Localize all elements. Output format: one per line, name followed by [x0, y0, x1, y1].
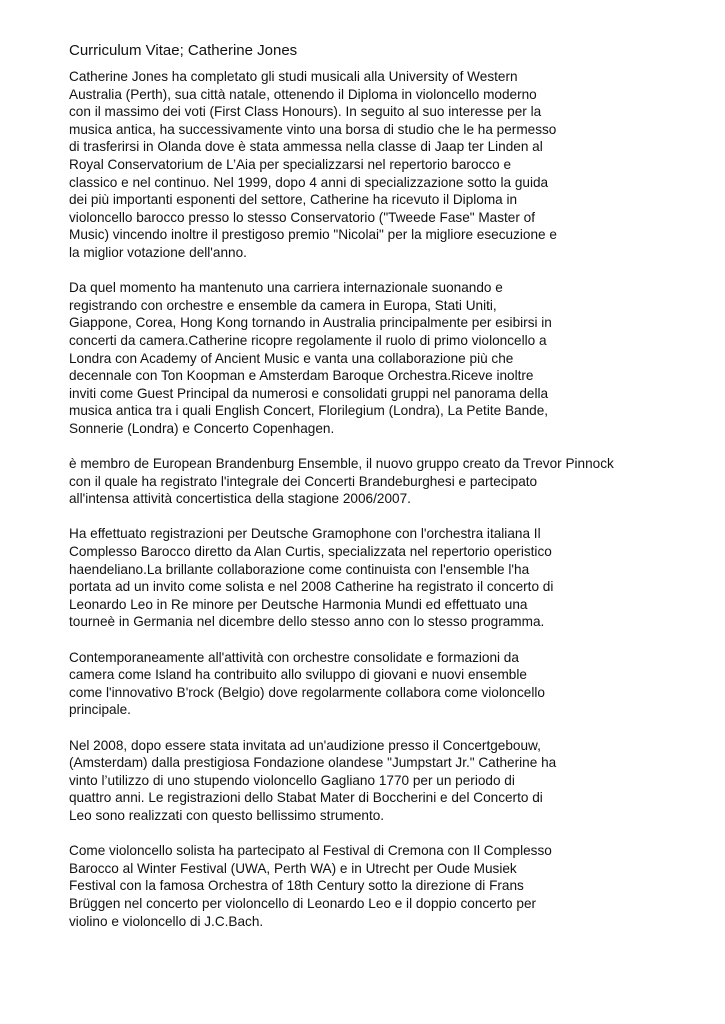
document-title: Curriculum Vitae; Catherine Jones: [69, 42, 298, 59]
paragraph-education: Catherine Jones ha completato gli studi musicali alla University of Western Australia (Perth), sua città natale, ottenendo il Diploma in violoncello moderno con il massimo dei voti (First Class Honours). In seguito al suo interesse per la musica antica, ha successivamente vinto una borsa di studio che le ha permesso di trasferirsi in Olanda dove è stata ammessa nella classe di Jaap ter Linden al Royal Conservatorium de L’Aia per specializzarsi nel repertorio barocco e classico e nel continuo. Nel 1999, dopo 4 anni di specializzazione sotto la guida dei più importanti esponenti del settore, Catherine ha ricevuto il Diploma in violoncello barocco presso lo stesso Conservatorio ("Tweede Fase" Master of Music) vincendo inoltre il prestigoso premio "Nicolai" per la migliore esecuzione e la miglior votazione dell'anno.: [69, 69, 557, 260]
paragraph-international-career: Da quel momento ha mantenuto una carriera internazionale suonando e registrando con orchestre e ensemble da camera in Europa, Stati Uniti, Giappone, Corea, Hong Kong tornando in Australia principalmente per esibirsi in concerti da camera.Catherine ricopre regolamente il ruolo di primo violoncello a Londra con Academy of Ancient Music e vanta una collaborazione più che decennale con Ton Koopman e Amsterdam Baroque Orchestra.Riceve inoltre inviti come Guest Principal da numerosi e consolidati gruppi nel panorama della musica antica tra i quali English Concert, Florilegium (Londra), La Petite Bande, Sonnerie (Londra) e Concerto Copenhagen.: [69, 280, 552, 436]
paragraph-recordings: Ha effettuato registrazioni per Deutsche Gramophone con l'orchestra italiana Il Complesso Barocco diretto da Alan Curtis, specializzata nel repertorio operistico haendeliano.La brillante collaborazione come continuista con l'ensemble l'ha portata ad un invito come solista e nel 2008 Catherine ha registrato il concerto di Leonardo Leo in Re minore per Deutsche Harmonia Mundi ed effettuato una tourneè in Germania nel dicembre dello stesso anno con lo stesso programma.: [69, 526, 554, 630]
paragraph-young-ensembles: Contemporaneamente all'attività con orchestre consolidate e formazioni da camera come Island ha contribuito allo sviluppo di giovani e nuovi ensemble come l'innovativo B'rock (Belgio) dove regolarmente collabora come violoncello principale.: [69, 649, 545, 718]
paragraph-soloist: Come violoncello solista ha partecipato al Festival di Cremona con Il Complesso Barocco al Winter Festival (UWA, Perth WA) e in Utrecht per Oude Musiek Festival con la famosa Orchestra of 18th Century sotto la direzione di Frans Brüggen nel concerto per violoncello di Leonardo Leo e il doppio concerto per violino e violoncello di J.C.Bach.: [69, 843, 552, 929]
paragraph-brandenburg-ensemble: è membro de European Brandenburg Ensemble, il nuovo gruppo creato da Trevor Pinnock con il quale ha registrato l'integrale dei Concerti Brandeburghesi e partecipato all'intensa attività concertistica della stagione 2006/2007.: [69, 456, 614, 507]
paragraph-gagliano-cello: Nel 2008, dopo essere stata invitata ad un'audizione presso il Concertgebouw, (Amsterdam) dalla prestigiosa Fondazione olandese "Jumpstart Jr." Catherine ha vinto l’utilizzo di uno stupendo violoncello Gagliano 1770 per un periodo di quattro anni. Le registrazioni dello Stabat Mater di Boccherini e del Concerto di Leo sono realizzati con questo bellissimo strumento.: [69, 737, 557, 823]
